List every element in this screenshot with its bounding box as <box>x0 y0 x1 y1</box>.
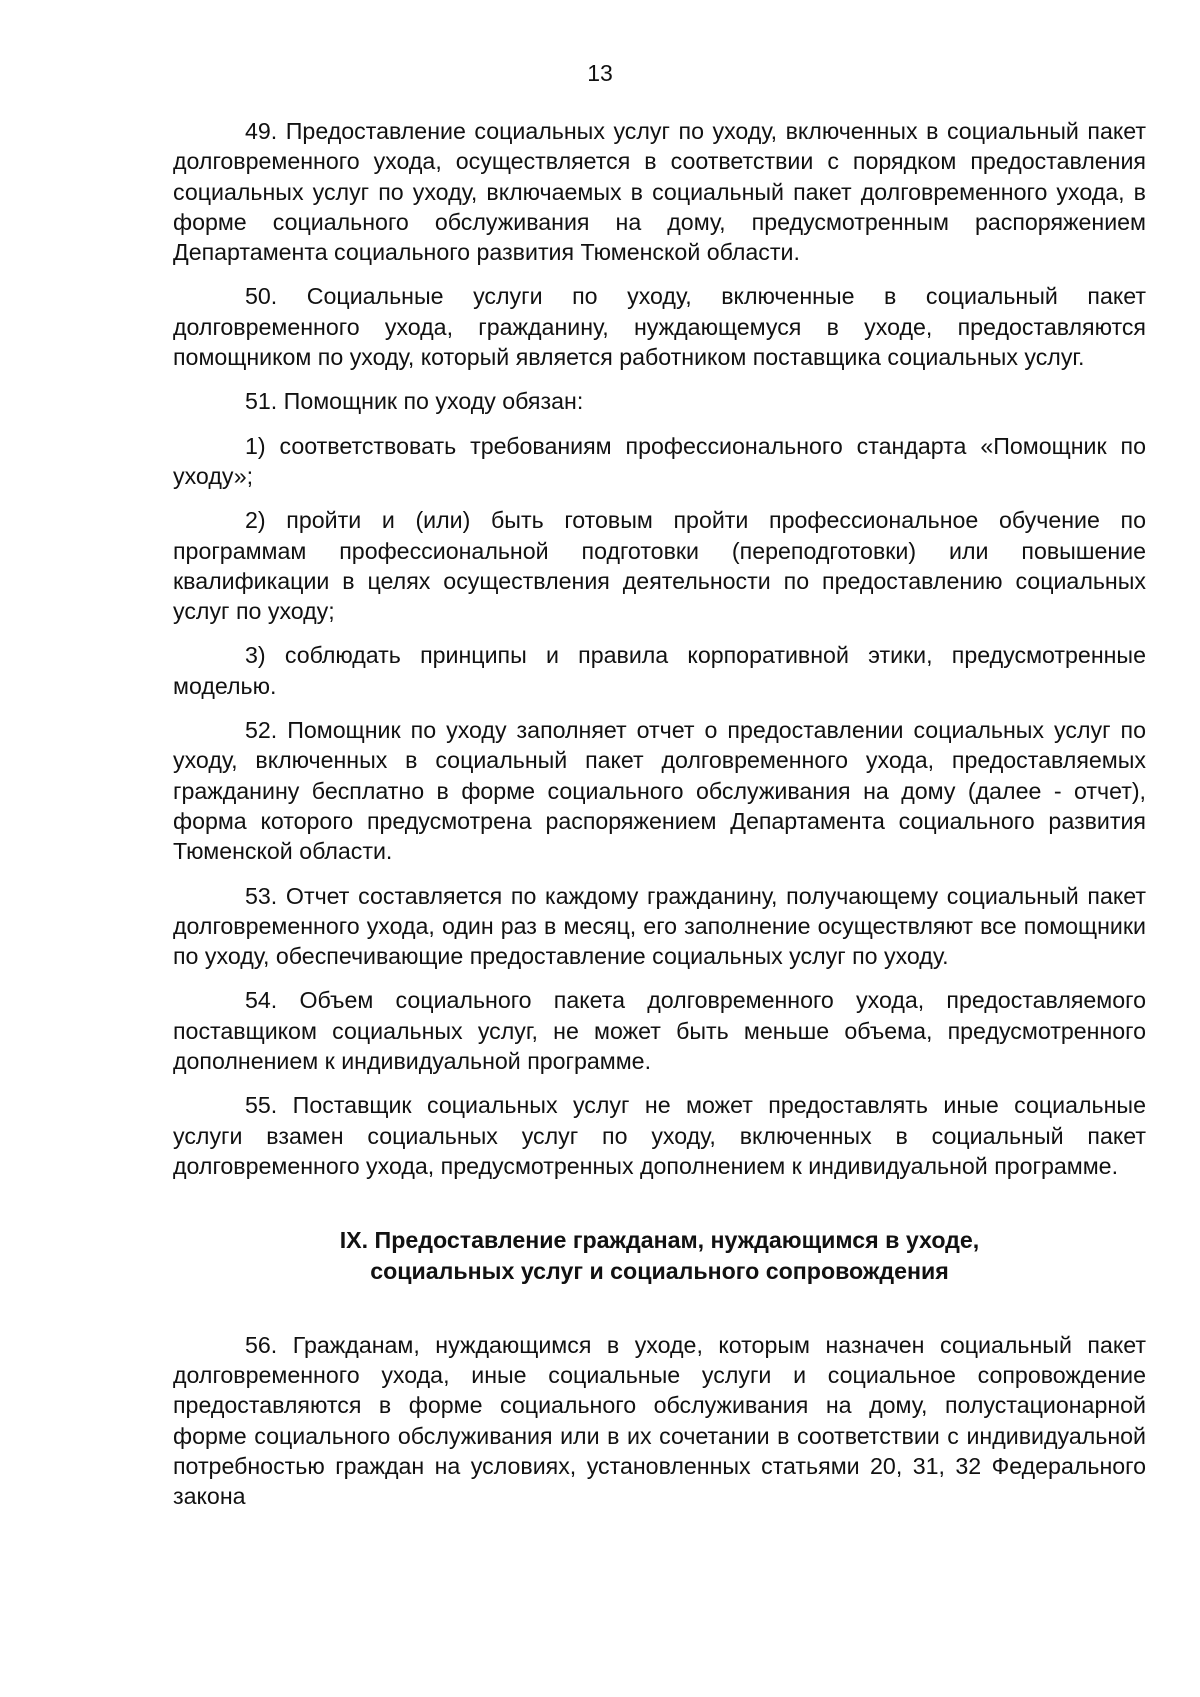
paragraph-50: 50. Социальные услуги по уходу, включенные в социальный пакет долговременного ухода, гражданину, нуждающемуся в уходе, предоставляются помощником по уходу, который является работником поставщика социальных услуг. <box>173 283 1146 371</box>
paragraph-55: 55. Поставщик социальных услуг не может предоставлять иные социальные услуги взамен социальных услуг по уходу, включенных в социальный пакет долговременного ухода, предусмотренных дополнением к индивидуальной программе. <box>173 1092 1146 1179</box>
paragraph-54: 54. Объем социального пакета долговременного ухода, предоставляемого поставщиком социальных услуг, не может быть меньше объема, предусмотренного дополнением к индивидуальной программе. <box>173 987 1146 1075</box>
paragraph-53: 53. Отчет составляется по каждому гражданину, получающему социальный пакет долговременного ухода, один раз в месяц, его заполнение осуществляют все помощники по уходу, обеспечивающие предоставление социальных услуг по уходу. <box>173 882 1146 970</box>
section-heading-line-2: социальных услуг и социального сопровождения <box>370 1257 949 1284</box>
paragraph-52: 52. Помощник по уходу заполняет отчет о предоставлении социальных услуг по уходу, включенных в социальный пакет долговременного ухода, предоставляемых гражданину бесплатно в форме социального обслуживания на дому (далее - отчет), форма которого предусмотрена распоряжением Департамента социального развития Тюменской области. <box>173 717 1146 865</box>
list-item-2: 2) пройти и (или) быть готовым пройти профессиональное обучение по программам профессиональной подготовки (переподготовки) или повышение квалификации в целях осуществления деятельности по предоставлению социальных услуг по уходу; <box>173 507 1146 625</box>
page-number: 13 <box>587 60 613 86</box>
section-heading-line-1: IX. Предоставление гражданам, нуждающимся в уходе, <box>339 1227 980 1254</box>
section-heading <box>173 1225 1146 1286</box>
list-item-3: 3) соблюдать принципы и правила корпоративной этики, предусмотренные моделью. <box>173 642 1146 699</box>
paragraph-49: 49. Предоставление социальных услуг по уходу, включенных в социальный пакет долговременного ухода, осуществляется в соответствии с порядком предоставления социальных услуг по уходу, включаемых в социальный пакет долговременного ухода, в форме социального обслуживания на дому, предусмотренным распоряжением Департамента социального развития Тюменской области. <box>173 118 1146 266</box>
paragraph-51: 51. Помощник по уходу обязан: <box>245 388 584 415</box>
list-item-1: 1) соответствовать требованиям профессионального стандарта «Помощник по уходу»; <box>173 432 1146 489</box>
paragraph-56: 56. Гражданам, нуждающимся в уходе, которым назначен социальный пакет долговременного ухода, иные социальные услуги и социальное сопровождение предоставляются в форме социального обслуживания на дому, полустационарной форме социального обслуживания или в их сочетании в соответствии с индивидуальной потребностью граждан на условиях, установленных статьями 20, 31, 32 Федерального закона <box>173 1331 1146 1510</box>
document-body <box>173 116 1146 1526</box>
